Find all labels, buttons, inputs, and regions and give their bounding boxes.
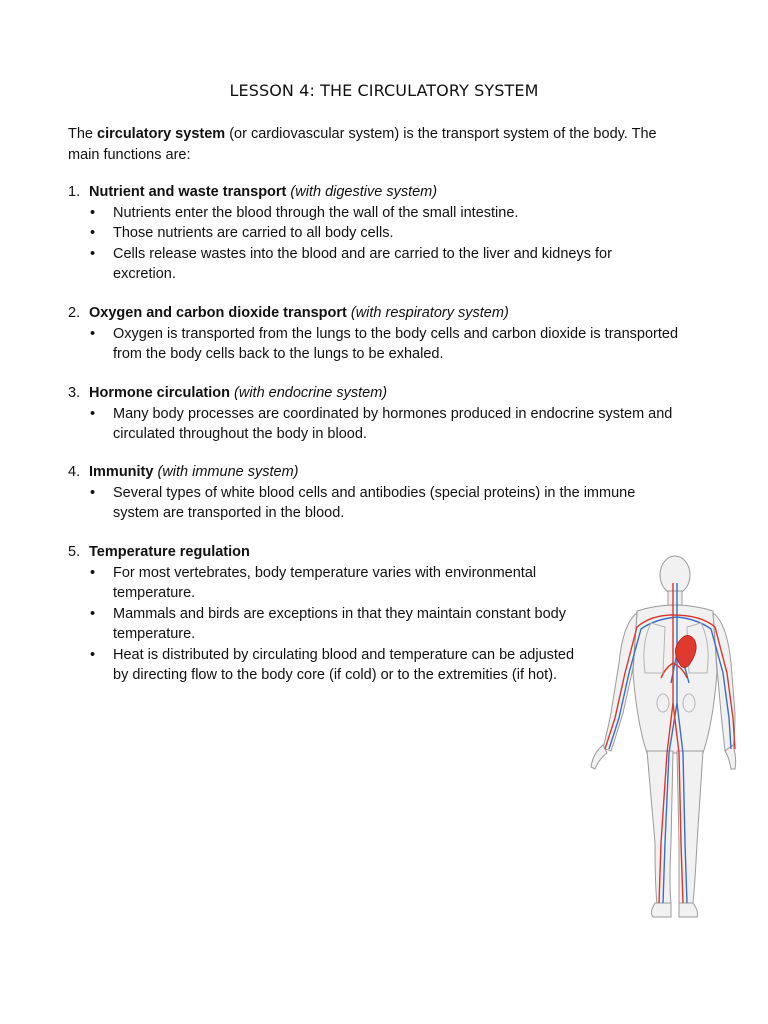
section-heading — [68, 383, 708, 404]
list-item-text: Mammals and birds are exceptions in that they maintain constant body temperature. — [113, 605, 566, 642]
section-heading — [68, 462, 708, 483]
list-item-text: Heat is distributed by circulating blood and temperature can be adjusted by directing flow to the body core (if cold) or to the extremities (if hot). — [113, 646, 575, 683]
list-item-text: Oxygen is transported from the lungs to the body cells and carbon dioxide is transported from the body cells back to the lungs to be exhaled. — [113, 325, 679, 362]
list-item-text: Those nutrients are carried to all body cells. — [113, 225, 394, 241]
bullet-dot: • — [90, 225, 96, 241]
list-item — [68, 244, 643, 285]
bullet-dot: • — [90, 325, 96, 342]
list-item — [68, 203, 708, 224]
section-heading-text: Nutrient and waste transport — [89, 184, 287, 200]
section-note: (with respiratory system) — [350, 305, 509, 321]
section-number: 5. — [68, 544, 81, 560]
bullet-list — [68, 483, 708, 524]
section-heading-text: Temperature regulation — [89, 544, 250, 560]
bullet-list — [68, 404, 708, 445]
section-heading — [68, 303, 708, 324]
section-note: (with immune system) — [157, 464, 299, 480]
section-number: 3. — [68, 385, 81, 401]
list-item-text: Many body processes are coordinated by hormones produced in endocrine system and circulated throughout the body in blood. — [113, 405, 673, 442]
section-2 — [68, 303, 708, 365]
list-item — [68, 404, 708, 445]
section-number: 4. — [68, 464, 81, 480]
list-item — [68, 604, 593, 645]
list-item-text: Nutrients enter the blood through the wall of the small intestine. — [113, 204, 519, 221]
list-item-text: For most vertebrates, body temperature varies with environmental temperature. — [113, 564, 537, 601]
section-heading-text: Immunity — [89, 464, 154, 480]
bullet-list — [68, 203, 708, 285]
bullet-dot: • — [90, 646, 96, 663]
intro-prefix: The — [68, 126, 98, 142]
bullet-dot: • — [90, 405, 96, 422]
section-4 — [68, 462, 708, 524]
section-heading-text: Hormone circulation — [89, 385, 230, 401]
section-note: (with endocrine system) — [234, 385, 388, 401]
bullet-list — [68, 324, 708, 365]
section-3 — [68, 383, 708, 445]
section-heading — [68, 182, 708, 203]
intro-rest-line1: (or cardiovascular system) is the transport system of the body. The — [225, 126, 657, 142]
list-item — [68, 324, 708, 365]
section-number: 1. — [68, 184, 81, 200]
section-1 — [68, 182, 708, 285]
section-heading-text: Oxygen and carbon dioxide transport — [89, 305, 347, 321]
bullet-dot: • — [90, 605, 96, 622]
section-note: (with digestive system) — [290, 184, 438, 200]
intro-paragraph — [68, 124, 708, 166]
circulatory-system-illustration — [585, 553, 737, 919]
list-item-text: Cells release wastes into the blood and are carried to the liver and kidneys for excretion. — [113, 245, 612, 282]
intro-rest-line2: main functions are: — [68, 147, 191, 163]
intro-term: circulatory system — [97, 126, 226, 142]
bullet-dot: • — [90, 564, 96, 581]
section-number: 2. — [68, 305, 81, 321]
list-item — [68, 483, 673, 524]
list-item — [68, 223, 708, 244]
list-item — [68, 563, 593, 604]
list-item — [68, 645, 593, 686]
bullet-dot: • — [90, 204, 96, 221]
page-title: LESSON 4: THE CIRCULATORY SYSTEM — [229, 81, 539, 100]
list-item-text: Several types of white blood cells and antibodies (special proteins) in the immune system are transported in the blood. — [113, 484, 636, 521]
bullet-dot: • — [90, 484, 96, 501]
bullet-dot: • — [90, 245, 96, 262]
